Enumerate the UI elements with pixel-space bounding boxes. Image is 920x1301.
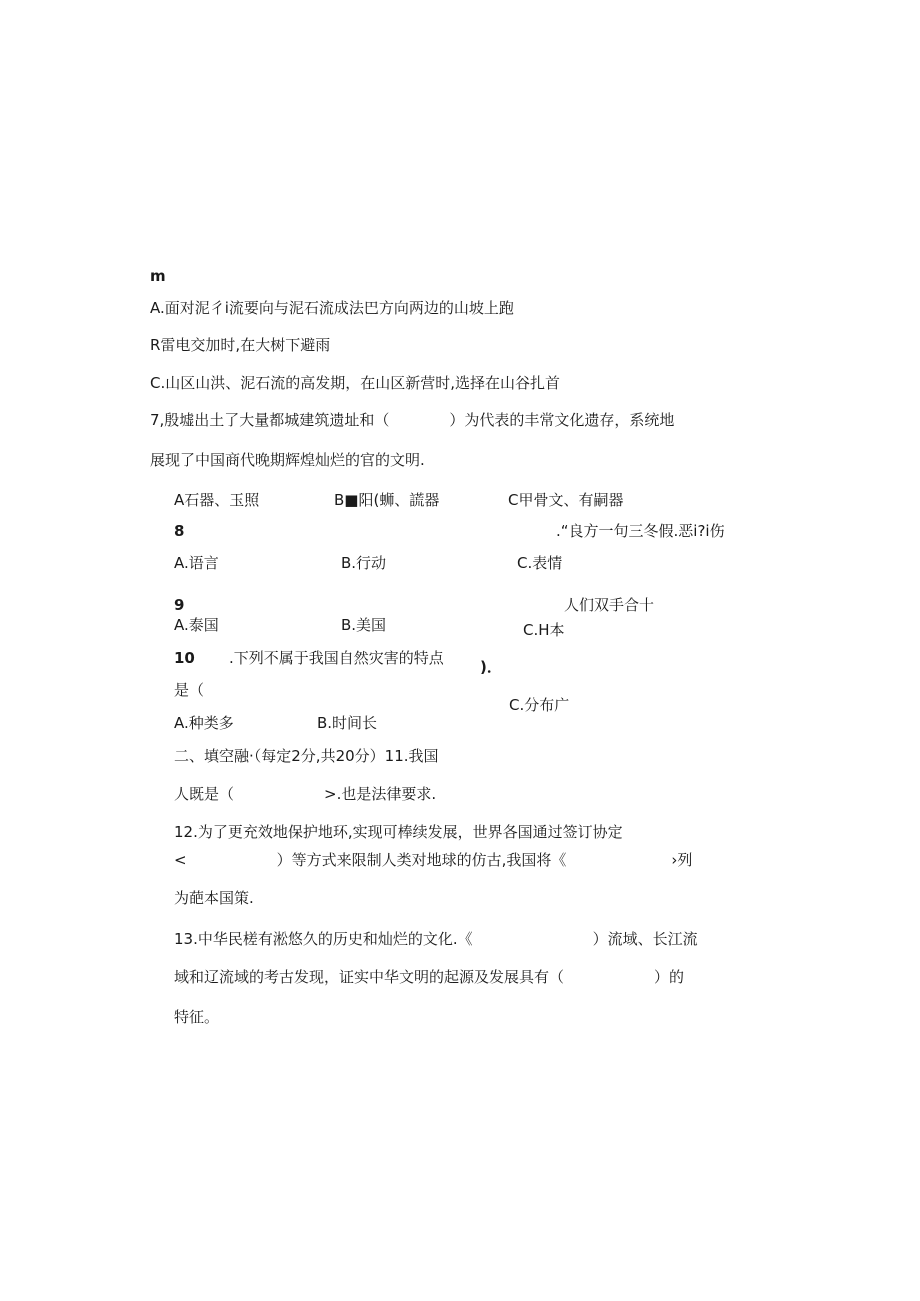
question-9-option-a: A.泰国 (174, 616, 219, 634)
question-7-option-a: A石器、玉照 (174, 491, 260, 509)
question-8-option-c: C.表情 (517, 554, 563, 572)
question-10-option-c: C.分布广 (509, 696, 570, 714)
question-10-is: 是（ (174, 681, 205, 699)
question-13-line-3: 特征。 (174, 1008, 220, 1026)
question-7-line-2: 展现了中国商代晚期辉煌灿烂的官的文明. (150, 451, 425, 469)
question-7-option-c: C甲骨文、有嗣器 (508, 491, 624, 509)
question-9-number: 9 (174, 596, 185, 614)
question-9-option-c: C.H本 (523, 621, 565, 639)
question-10-end: )． (480, 658, 502, 676)
question-12-line-2: < ）等方式来限制人类对地球的仿古,我国将《 ›列 (174, 851, 693, 869)
option-a-debris-flow: A.面对泥彳i流要向与泥石流成法巴方向两边的山坡上跑 (150, 299, 514, 317)
question-8-text: .“良方一句三冬假.恶i?i伤 (556, 522, 725, 540)
question-10-option-b: B.时间长 (317, 714, 378, 732)
question-8-option-b: B.行动 (341, 554, 387, 572)
section-2-heading: 二、填空融·（每定2分,共20分）11.我国 (174, 747, 439, 765)
question-12-line-3: 为葩本国策. (174, 889, 254, 907)
question-12-line-1: 12.为了更充效地保护地环,实现可棒续发展，世界各国通过签订协定 (174, 823, 623, 841)
question-7-option-b: B■阳(蛳、謊器 (334, 491, 440, 509)
question-7-line-1: 7,殷墟出土了大量都城建筑遗址和（ ）为代表的丰常文化遗存，系统地 (150, 411, 675, 429)
page-heading-fragment: m (150, 267, 166, 285)
question-13-line-1: 13.中华民槎有淞悠久的历史和灿烂的文化.《 ）流域、长江流 (174, 930, 698, 948)
question-9-option-b: B.美国 (341, 616, 387, 634)
option-c-camping: C.山区山洪、泥石流的高发期，在山区新营时,选择在山谷扎首 (150, 374, 561, 392)
question-13-line-2: 域和辽流域的考古发现，证实中华文明的起源及发展具有（ ）的 (174, 968, 685, 986)
question-8-number: 8 (174, 522, 185, 540)
option-r-thunderstorm: R雷电交加时,在大树下避雨 (150, 336, 331, 354)
question-10-option-a: A.种类多 (174, 714, 234, 732)
question-10-text: .下列不属于我国自然灾害的特点 (229, 649, 444, 667)
question-11-line-2: 人既是（ >.也是法律要求. (174, 785, 437, 803)
question-9-text: 人们双手合十 (564, 596, 655, 614)
question-8-option-a: A.语言 (174, 554, 219, 572)
question-10-number: 10 (174, 649, 195, 667)
